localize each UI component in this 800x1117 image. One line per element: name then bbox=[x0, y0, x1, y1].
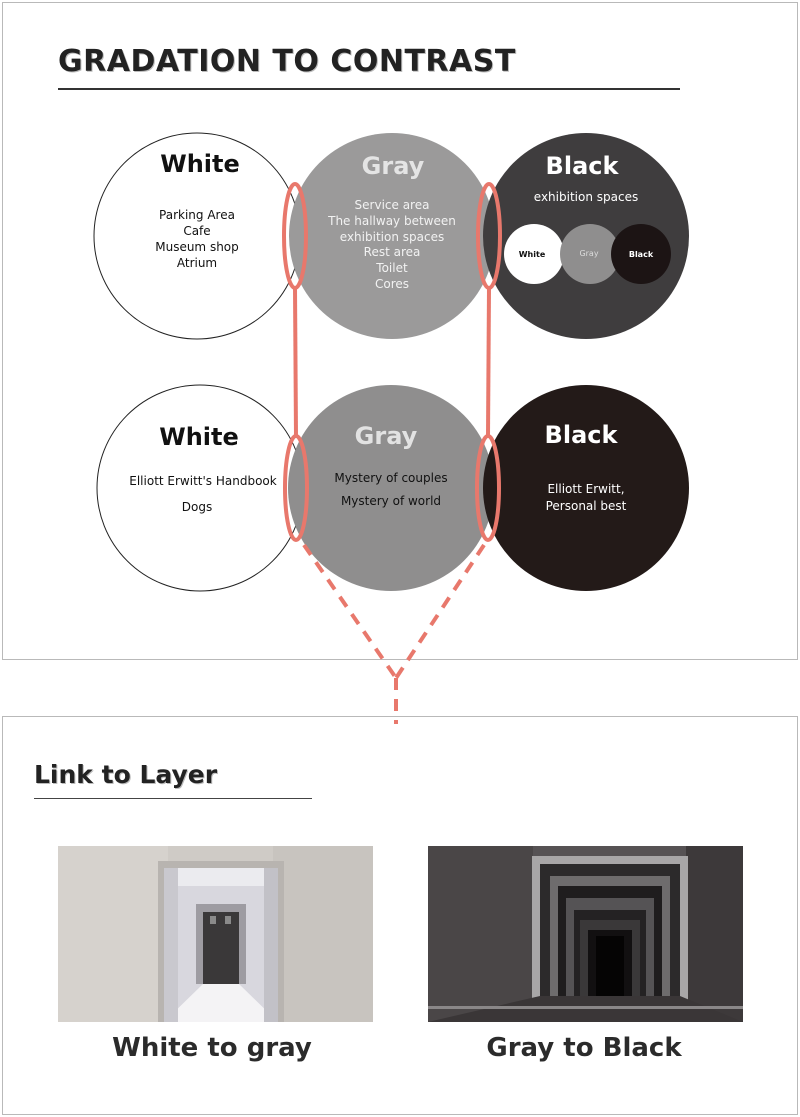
photo-white-to-gray bbox=[58, 846, 373, 1022]
top-white-line: Parking Area bbox=[159, 208, 235, 222]
bottom-black-title: Black bbox=[544, 421, 618, 449]
top-white-line: Atrium bbox=[176, 256, 218, 270]
bottom-black-line: Personal best bbox=[545, 499, 627, 513]
top-gray-title: Gray bbox=[361, 152, 425, 180]
bottom-gray-circle bbox=[288, 385, 494, 591]
bottom-white-line: Dogs bbox=[181, 500, 213, 514]
section-title: Link to Layer bbox=[34, 760, 218, 789]
section-rule bbox=[34, 798, 312, 799]
top-gray-line: Rest area bbox=[363, 245, 421, 259]
bottom-white-title: White bbox=[159, 423, 239, 451]
top-black-line: exhibition spaces bbox=[533, 190, 639, 204]
top-gray-line: The hallway between bbox=[328, 214, 456, 228]
top-gray-line: Service area bbox=[354, 198, 430, 212]
top-black-title: Black bbox=[545, 152, 619, 180]
top-white-title: White bbox=[160, 150, 240, 178]
bottom-gray-line: Mystery of world bbox=[340, 494, 442, 508]
top-white-line: Museum shop bbox=[155, 240, 239, 254]
bottom-black-line: Elliott Erwitt, bbox=[547, 482, 625, 496]
connector-right bbox=[488, 288, 489, 436]
caption-gray-to-black: Gray to Black bbox=[486, 1033, 682, 1063]
mini-gray-label: Gray bbox=[579, 249, 599, 258]
connector-left bbox=[295, 288, 296, 436]
top-gray-line: Cores bbox=[374, 277, 410, 291]
photo-gray-to-black bbox=[428, 846, 743, 1022]
bottom-gray-title: Gray bbox=[354, 422, 418, 450]
page-title: GRADATION TO CONTRAST bbox=[58, 44, 516, 79]
top-white-line: Cafe bbox=[183, 224, 211, 238]
top-gray-line: exhibition spaces bbox=[339, 230, 445, 244]
bottom-white-circle bbox=[97, 385, 303, 591]
mini-white-label: White bbox=[518, 250, 546, 259]
bottom-white-line: Elliott Erwitt's Handbook bbox=[129, 474, 277, 488]
caption-white-to-gray: White to gray bbox=[112, 1033, 312, 1063]
top-gray-line: Toilet bbox=[376, 261, 408, 275]
bottom-gray-line: Mystery of couples bbox=[334, 471, 448, 485]
mini-black-label: Black bbox=[628, 250, 654, 259]
